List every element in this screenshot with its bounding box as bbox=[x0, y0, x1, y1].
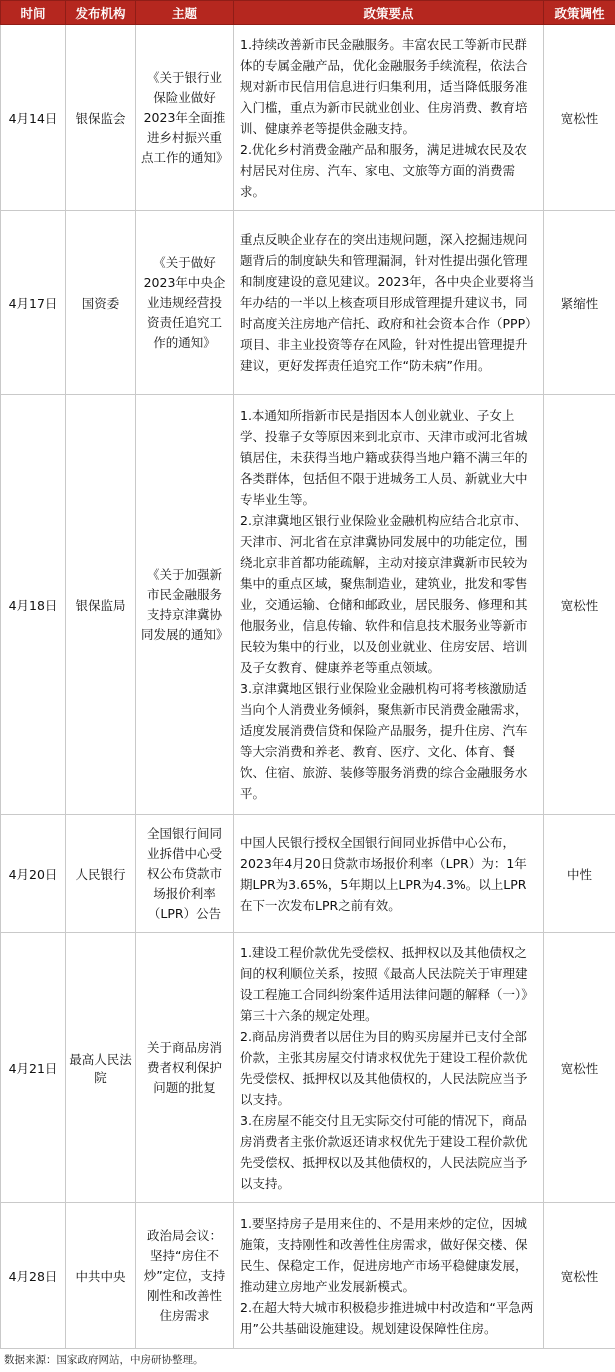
source-footnote: 数据来源：国家政府网站，中房研协整理。 bbox=[0, 1349, 615, 1372]
agency-cell: 最高人民法院 bbox=[66, 933, 136, 1203]
point-item: 2.优化乡村消费金融产品和服务，满足进城农民及农村居民对住房、汽车、家电、文旅等方面的消费需求。 bbox=[240, 139, 538, 202]
date-cell: 4月21日 bbox=[1, 933, 66, 1203]
points-cell bbox=[234, 815, 544, 933]
tone-cell: 宽松性 bbox=[544, 395, 615, 815]
topic-cell: 《关于加强新市民金融服务支持京津冀协同发展的通知》 bbox=[136, 395, 234, 815]
tone-cell: 紧缩性 bbox=[544, 211, 615, 395]
header-agency: 发布机构 bbox=[66, 1, 136, 25]
table-row bbox=[1, 815, 615, 933]
topic-cell: 全国银行间同业拆借中心受权公布贷款市场报价利率（LPR）公告 bbox=[136, 815, 234, 933]
point-item: 1.本通知所指新市民是指因本人创业就业、子女上学、投靠子女等原因来到北京市、天津市或河北省城镇居住，未获得当地户籍或获得当地户籍不满三年的各类群体，包括但不限于进城务工人员、新就业大中专毕业生等。 bbox=[240, 405, 538, 510]
agency-cell: 银保监会 bbox=[66, 25, 136, 211]
topic-cell: 《关于银行业保险业做好2023年全面推进乡村振兴重点工作的通知》 bbox=[136, 25, 234, 211]
point-item: 2.在超大特大城市积极稳步推进城中村改造和“平急两用”公共基础设施建设。规划建设保障性住房。 bbox=[240, 1297, 538, 1339]
points-cell bbox=[234, 395, 544, 815]
table-row bbox=[1, 211, 615, 395]
header-points: 政策要点 bbox=[234, 1, 544, 25]
points-cell bbox=[234, 1203, 544, 1349]
tone-cell: 宽松性 bbox=[544, 1203, 615, 1349]
tone-cell: 宽松性 bbox=[544, 25, 615, 211]
date-cell: 4月17日 bbox=[1, 211, 66, 395]
agency-cell: 银保监局 bbox=[66, 395, 136, 815]
points-cell bbox=[234, 25, 544, 211]
points-cell bbox=[234, 211, 544, 395]
point-item: 3.京津冀地区银行业保险业金融机构可将考核激励适当向个人消费业务倾斜，聚焦新市民消费金融需求，适度发展消费信贷和保险产品服务，提升住房、汽车等大宗消费和养老、教育、医疗、文化、体育、餐饮、住宿、旅游、装修等服务消费的综合金融服务水平。 bbox=[240, 678, 538, 804]
table-row bbox=[1, 395, 615, 815]
topic-cell: 《关于做好2023年中央企业违规经营投资责任追究工作的通知》 bbox=[136, 211, 234, 395]
tone-cell: 宽松性 bbox=[544, 933, 615, 1203]
date-cell: 4月28日 bbox=[1, 1203, 66, 1349]
points-cell bbox=[234, 933, 544, 1203]
point-item: 3.在房屋不能交付且无实际交付可能的情况下，商品房消费者主张价款返还请求权优先于建设工程价款优先受偿权、抵押权以及其他债权的，人民法院应当予以支持。 bbox=[240, 1110, 538, 1194]
agency-cell: 人民银行 bbox=[66, 815, 136, 933]
header-tone: 政策调性 bbox=[544, 1, 615, 25]
point-item: 重点反映企业存在的突出违规问题，深入挖掘违规问题背后的制度缺失和管理漏洞，针对性提出强化管理和制度建设的意见建议。2023年，各中央企业要将当年办结的一半以上核查项目形成管理提升建议书，同时高度关注房地产信托、政府和社会资本合作（PPP）项目、非主业投资等存在风险，针对性提出管理提升建议，更好发挥责任追究工作“防未病”作用。 bbox=[240, 229, 538, 376]
table-row bbox=[1, 933, 615, 1203]
date-cell: 4月18日 bbox=[1, 395, 66, 815]
point-item: 中国人民银行授权全国银行间同业拆借中心公布，2023年4月20日贷款市场报价利率（LPR）为：1年期LPR为3.65%，5年期以上LPR为4.3%。以上LPR在下一次发布LPR之前有效。 bbox=[240, 832, 538, 916]
tone-cell: 中性 bbox=[544, 815, 615, 933]
header-row bbox=[1, 1, 615, 25]
point-item: 1.建设工程价款优先受偿权、抵押权以及其他债权之间的权利顺位关系，按照《最高人民法院关于审理建设工程施工合同纠纷案件适用法律问题的解释（一）》第三十六条的规定处理。 bbox=[240, 942, 538, 1026]
header-date: 时间 bbox=[1, 1, 66, 25]
point-item: 1.持续改善新市民金融服务。丰富农民工等新市民群体的专属金融产品，优化金融服务手续流程，依法合规对新市民信用信息进行归集利用，适当降低服务准入门槛，重点为新市民就业创业、住房消费、教育培训、健康养老等提供金融支持。 bbox=[240, 34, 538, 139]
point-item: 1.要坚持房子是用来住的、不是用来炒的定位，因城施策，支持刚性和改善性住房需求，做好保交楼、保民生、保稳定工作，促进房地产市场平稳健康发展，推动建立房地产业发展新模式。 bbox=[240, 1213, 538, 1297]
date-cell: 4月14日 bbox=[1, 25, 66, 211]
agency-cell: 中共中央 bbox=[66, 1203, 136, 1349]
date-cell: 4月20日 bbox=[1, 815, 66, 933]
topic-cell: 关于商品房消费者权利保护问题的批复 bbox=[136, 933, 234, 1203]
header-topic: 主题 bbox=[136, 1, 234, 25]
agency-cell: 国资委 bbox=[66, 211, 136, 395]
table-row bbox=[1, 1203, 615, 1349]
point-item: 2.商品房消费者以居住为目的购买房屋并已支付全部价款，主张其房屋交付请求权优先于建设工程价款优先受偿权、抵押权以及其他债权的，人民法院应当予以支持。 bbox=[240, 1026, 538, 1110]
point-item: 2.京津冀地区银行业保险业金融机构应结合北京市、天津市、河北省在京津冀协同发展中的功能定位，围绕北京非首都功能疏解，主动对接京津冀新市民较为集中的重点区域，聚焦制造业，建筑业，批发和零售业，交通运输、仓储和邮政业，居民服务、修理和其他服务业，信息传输、软件和信息技术服务业等新市民较为集中的行业，以及创业就业、住房安居、培训及子女教育、健康养老等重点领域。 bbox=[240, 510, 538, 678]
topic-cell: 政治局会议：坚持“房住不炒”定位，支持刚性和改善性住房需求 bbox=[136, 1203, 234, 1349]
table-row bbox=[1, 25, 615, 211]
